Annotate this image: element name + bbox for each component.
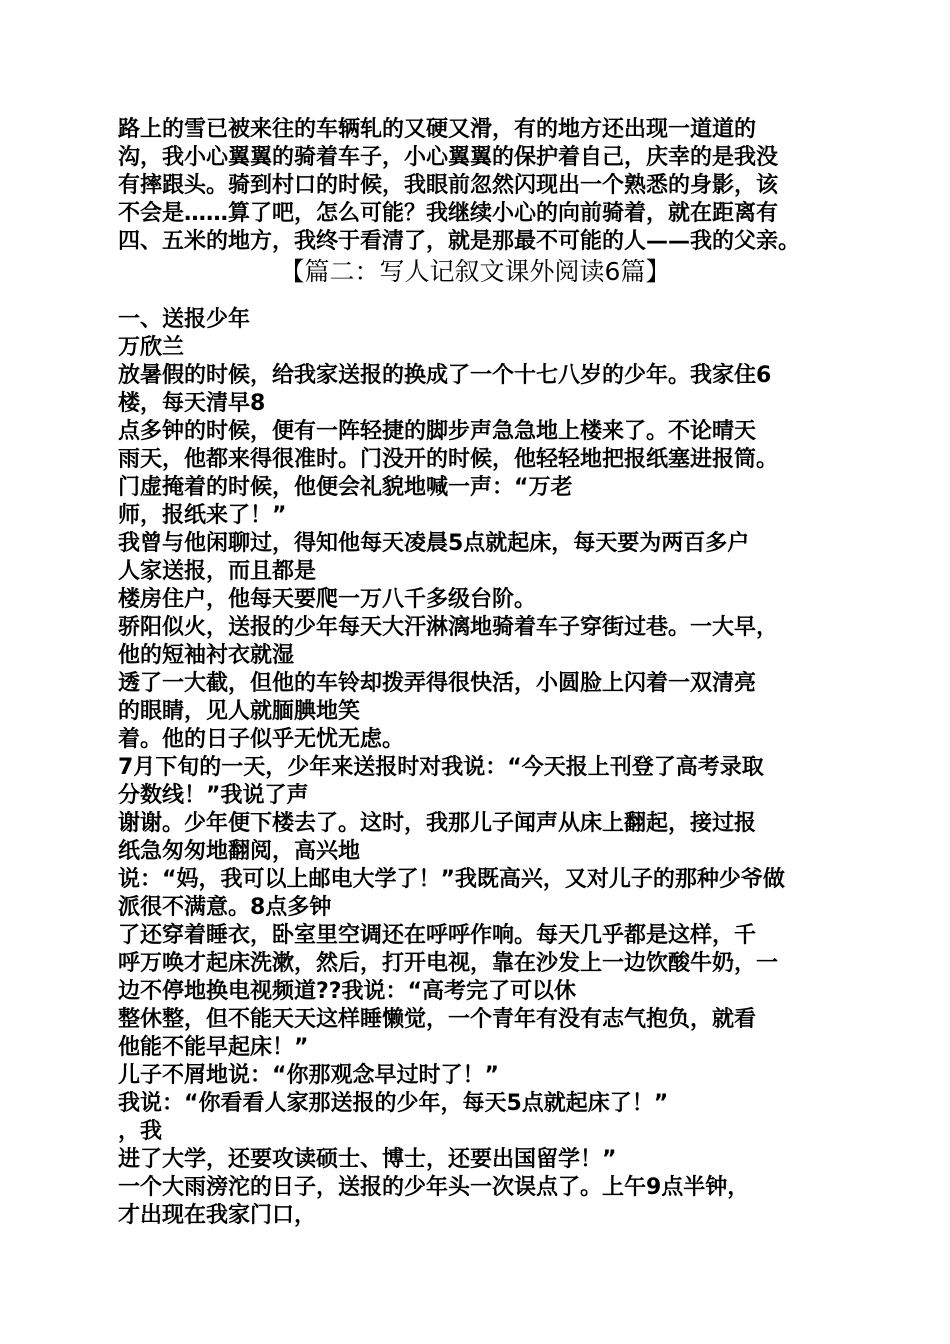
text-line: 儿子不屑地说：“你那观念早过时了！” [118,1063,499,1088]
text-line: 我说：“你看看人家那送报的少年，每天5点就起床了！” [118,1091,669,1116]
text-line: 边不停地换电视频道??我说：“高考完了可以休 [118,979,576,1004]
text-line: 骄阳似火，送报的少年每天大汗淋漓地骑着车子穿街过巷。一大早， [118,615,779,640]
text-line: 他的短袖衬衣就湿 [118,643,295,668]
text-line: 楼房住户，他每天要爬一万八千多级台阶。 [118,587,537,612]
section-heading: 【篇二：写人记叙文课外阅读6篇】 [279,257,671,286]
text-line: 师，报纸来了！” [118,503,287,528]
text-line: 楼，每天清早8 [118,391,266,416]
text-line: 他能不能早起床！” [118,1035,309,1060]
text-line: 着。他的日子似乎无忧无虑。 [118,727,405,752]
text-line: 人家送报，而且都是 [118,559,317,584]
text-line: 放暑假的时候，给我家送报的换成了一个十七八岁的少年。我家住6 [118,363,772,388]
text-line: 纸急匆匆地翻阅，高兴地 [118,839,361,864]
text-line: 门虚掩着的时候，他便会礼貌地喊一声：“万老 [118,475,573,500]
text-line: 了还穿着睡衣，卧室里空调还在呼呼作响。每天几乎都是这样，千 [118,923,757,948]
text-line: 路上的雪已被来往的车辆轧的又硬又滑，有的地方还出现一道道的 [118,117,757,142]
text-line: ，我 [118,1119,163,1144]
text-line: 一个大雨滂沱的日子，送报的少年头一次误点了。上午9点半钟， [118,1175,750,1200]
text-line: 我曾与他闲聊过，得知他每天凌晨5点就起床，每天要为两百多户 [118,531,750,556]
text-line: 不会是……算了吧，怎么可能？我继续小心的向前骑着，就在距离有 [118,201,779,226]
text-line: 呼万唤才起床洗漱，然后，打开电视，靠在沙发上一边饮酸牛奶，一 [118,951,779,976]
text-line: 沟，我小心翼翼的骑着车子，小心翼翼的保护着自己，庆幸的是我没 [118,145,779,170]
text-line: 点多钟的时候，便有一阵轻捷的脚步声急急地上楼来了。不论晴天 [118,419,757,444]
text-line: 才出现在我家门口， [118,1203,317,1228]
text-line: 整休整，但不能天天这样睡懒觉，一个青年有没有志气抱负，就看 [118,1007,757,1032]
text-line: 派很不满意。8点多钟 [118,895,332,920]
article-title: 一、送报少年 [118,307,251,332]
text-line: 分数线！”我说了声 [118,783,309,808]
article-author: 万欣兰 [118,335,185,360]
text-line: 雨天，他都来得很准时。门没开的时候，他轻轻地把报纸塞进报筒。 [118,447,779,472]
text-line: 说：“妈，我可以上邮电大学了！”我既高兴，又对儿子的那种少爷做 [118,867,785,892]
intro-paragraph [118,116,848,256]
article-body [118,306,848,1230]
text-line: 透了一大截，但他的车铃却拨弄得很快活，小圆脸上闪着一双清亮 [118,671,757,696]
text-line: 四、五米的地方，我终于看清了，就是那最不可能的人——我的父亲。 [118,229,801,254]
text-line: 7月下旬的一天，少年来送报时对我说：“今天报上刊登了高考录取 [118,755,764,780]
text-line: 进了大学，还要攻读硕士、博士，还要出国留学！” [118,1147,617,1172]
text-line: 的眼睛，见人就腼腆地笑 [118,699,361,724]
text-line: 谢谢。少年便下楼去了。这时，我那儿子闻声从床上翻起，接过报 [118,811,757,836]
text-line: 有摔跟头。骑到村口的时候，我眼前忽然闪现出一个熟悉的身影，该 [118,173,779,198]
